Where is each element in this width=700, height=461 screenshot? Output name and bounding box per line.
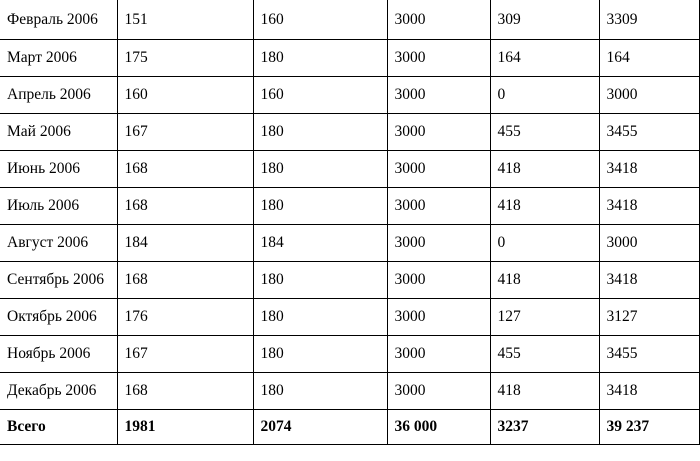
- value-cell: 3000: [599, 225, 699, 262]
- value-cell: 3000: [387, 151, 490, 188]
- value-cell: 3418: [599, 262, 699, 299]
- month-cell: Март 2006: [0, 40, 117, 77]
- table-row: [0, 336, 699, 373]
- value-cell: 180: [253, 188, 387, 225]
- value-cell: 3000: [387, 262, 490, 299]
- value-cell: 3000: [387, 188, 490, 225]
- value-cell: 180: [253, 373, 387, 410]
- value-cell: 176: [117, 299, 253, 336]
- value-cell: 175: [117, 40, 253, 77]
- total-cell: 1981: [117, 410, 253, 445]
- value-cell: 3000: [599, 77, 699, 114]
- value-cell: 184: [117, 225, 253, 262]
- value-cell: 168: [117, 188, 253, 225]
- value-cell: 3418: [599, 373, 699, 410]
- total-cell: 2074: [253, 410, 387, 445]
- month-cell: Сентябрь 2006: [0, 262, 117, 299]
- value-cell: 3000: [387, 40, 490, 77]
- value-cell: 184: [253, 225, 387, 262]
- total-row: [0, 410, 699, 445]
- value-cell: 3000: [387, 373, 490, 410]
- value-cell: 164: [599, 40, 699, 77]
- table-row: [0, 225, 699, 262]
- value-cell: 0: [490, 225, 599, 262]
- value-cell: 151: [117, 0, 253, 40]
- value-cell: 168: [117, 151, 253, 188]
- value-cell: 3000: [387, 225, 490, 262]
- value-cell: 160: [117, 77, 253, 114]
- value-cell: 455: [490, 336, 599, 373]
- value-cell: 3455: [599, 336, 699, 373]
- month-cell: Июль 2006: [0, 188, 117, 225]
- value-cell: 3418: [599, 151, 699, 188]
- month-cell: Апрель 2006: [0, 77, 117, 114]
- value-cell: 127: [490, 299, 599, 336]
- value-cell: 455: [490, 114, 599, 151]
- value-cell: 309: [490, 0, 599, 40]
- value-cell: 418: [490, 151, 599, 188]
- total-cell: 36 000: [387, 410, 490, 445]
- table-row: [0, 299, 699, 336]
- table-row: [0, 262, 699, 299]
- value-cell: 3000: [387, 114, 490, 151]
- value-cell: 180: [253, 40, 387, 77]
- month-cell: Май 2006: [0, 114, 117, 151]
- value-cell: 180: [253, 114, 387, 151]
- table-row: [0, 0, 699, 40]
- value-cell: 3000: [387, 336, 490, 373]
- value-cell: 3455: [599, 114, 699, 151]
- total-cell: 3237: [490, 410, 599, 445]
- month-cell: Февраль 2006: [0, 0, 117, 40]
- value-cell: 167: [117, 336, 253, 373]
- table-row: [0, 114, 699, 151]
- total-cell: 39 237: [599, 410, 699, 445]
- value-cell: 180: [253, 336, 387, 373]
- value-cell: 168: [117, 373, 253, 410]
- value-cell: 168: [117, 262, 253, 299]
- value-cell: 3127: [599, 299, 699, 336]
- month-cell: Август 2006: [0, 225, 117, 262]
- table-row: [0, 151, 699, 188]
- value-cell: 167: [117, 114, 253, 151]
- month-cell: Июнь 2006: [0, 151, 117, 188]
- value-cell: 180: [253, 299, 387, 336]
- table-row: [0, 373, 699, 410]
- value-cell: 180: [253, 262, 387, 299]
- value-cell: 418: [490, 188, 599, 225]
- value-cell: 3309: [599, 0, 699, 40]
- value-cell: 418: [490, 373, 599, 410]
- value-cell: 0: [490, 77, 599, 114]
- table-row: [0, 188, 699, 225]
- table-row: [0, 77, 699, 114]
- value-cell: 164: [490, 40, 599, 77]
- value-cell: 160: [253, 77, 387, 114]
- value-cell: 418: [490, 262, 599, 299]
- month-cell: Ноябрь 2006: [0, 336, 117, 373]
- total-label: Всего: [0, 410, 117, 445]
- value-cell: 3418: [599, 188, 699, 225]
- value-cell: 160: [253, 0, 387, 40]
- month-cell: Декабрь 2006: [0, 373, 117, 410]
- month-cell: Октябрь 2006: [0, 299, 117, 336]
- value-cell: 3000: [387, 77, 490, 114]
- value-cell: 3000: [387, 299, 490, 336]
- value-cell: 180: [253, 151, 387, 188]
- value-cell: 3000: [387, 0, 490, 40]
- table-row: [0, 40, 699, 77]
